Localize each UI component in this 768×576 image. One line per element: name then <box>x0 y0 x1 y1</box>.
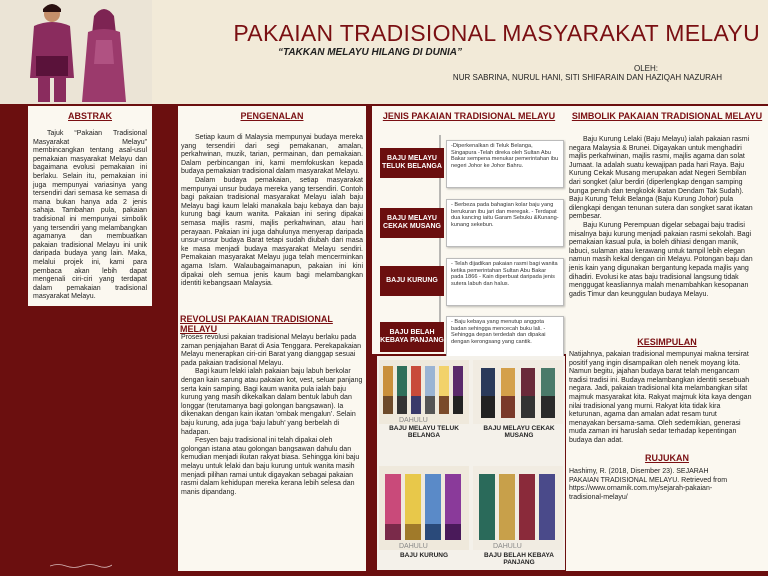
rujukan-title: RUJUKAN <box>644 453 689 463</box>
revolusi-body <box>181 334 363 497</box>
jenis-label-kebaya-panjang: BAJU BELAH KEBAYA PANJANG <box>380 322 444 352</box>
photo-baju-kurung <box>379 466 469 550</box>
poster-title: PAKAIAN TRADISIONAL MASYARAKAT MELAYU <box>233 20 760 46</box>
photo-cekak-musang <box>473 360 563 424</box>
pengenalan-title: PENGENALAN <box>240 111 304 121</box>
revolusi-title: REVOLUSI PAKAIAN TRADISIONAL MELAYU <box>180 314 333 334</box>
photo-gallery <box>377 356 565 570</box>
couple-photo <box>0 0 152 104</box>
abstrak-title: ABSTRAK <box>68 111 112 121</box>
jenis-desc-cekak-musang: - Berbeza pada bahagian kolar baju yang berukuran ibu jari dan meregak. - Terdapat dua kancing iaitu Garam Sebuku &Kunang-kunang sekebun. <box>446 199 564 247</box>
signature-scribble <box>50 563 112 568</box>
jenis-label-baju-kurung: BAJU KURUNG <box>380 266 444 296</box>
rujukan-body: Hashimy, R. (2018, Disember 23). SEJARAH PAKAIAN TRADISIONAL MELAYU. Retrieved from https://www.ornamik.com.my/sejarah-pakaian-tradisional-melayu/ <box>569 468 728 501</box>
simbolik-body <box>569 136 753 299</box>
by-label: OLEH: <box>633 64 658 73</box>
revolusi-paragraph-3: Fesyen baju tradisional ini telah dipakai oleh golongan istana atau golongan bangsawan dahulu dan kemudian menjadi ikutan rakyat biasa. Sehingga kini baju melayu untuk lelaki dan baju kurung untuk wanita masih menjadi pilihan ramai untuk digayakan sebagai pakaian rasmi dalam kehidupan mereka kerana lebih selesa dan manis dipandang. <box>181 437 360 496</box>
jenis-title: JENIS PAKAIAN TRADISIONAL MELAYU <box>382 111 556 121</box>
dahulu-watermark-2: DAHULU <box>399 543 428 550</box>
jenis-desc-teluk-belanga: -Diperkenalkan di Teluk Belanga, Singapura -Telah direka oleh Sultan Abu Bakar sempena menukar pemerintahan ibu negeri Johor ke Johor Bahru. <box>446 140 564 188</box>
poster-header <box>0 0 768 104</box>
jenis-label-cekak-musang: BAJU MELAYU CEKAK MUSANG <box>380 208 444 238</box>
jenis-desc-baju-kurung: - Telah dijadikan pakaian rasmi bagi wanita ketika pemerintahan Sultan Abu Bakar pada 1866 - Kain diperbuat daripada jenis sutera labuh dan halus. <box>446 258 564 306</box>
simbolik-paragraph-1: Baju Kurung Lelaki (Baju Melayu) ialah pakaian rasmi negara Malaysia & Brunei. Digayakan untuk menghadiri majlis perkahwinan, majlis rasmi, majlis agama dan solat Jumaat. Ia adalah suatu kewajipan pada hari Raya. Baju Kurung Cekak Musang merupakan adat Negeri Sembilan dari songket (alur berdiri (diperlengkap dengan samping bunga penuh dan tengkolok ikatan Dendam Tak Sudah). Baju Kurung Teluk Belanga (Baju Kurung Johor) pula dilengkapi dengan tenunan sutera dan songket sarat ikatan pembesar. <box>569 136 753 221</box>
kesimpulan-title: KESIMPULAN <box>637 337 697 347</box>
jenis-desc-kebaya-panjang: - Baju kebaya yang menutup anggota badan sehingga mencecah buku lali. - Sehingga depan terdedah dan dipakai dengan kerongsang yang cantik. <box>446 316 564 360</box>
caption-cekak-musang: BAJU MELAYU CEKAK MUSANG <box>483 425 555 439</box>
pengenalan-body <box>181 134 363 289</box>
revolusi-paragraph-1: Proses revolusi pakaian tradisional Melayu berlaku pada zaman penjajahan Barat di Asia Tenggara. Perekapakaian Melayu menerapkan ciri-ciri Barat yang dianggap sesuai pada pakaian tradisional Melayu. <box>181 334 362 367</box>
pengenalan-paragraph-2: Dalam budaya pemakaian, setiap masyarakat mempunyai unsur budaya mereka yang tersendiri. Contoh bagi pakaian tradisional masyarakat Melayu ialah baju Melayu bagi kaum lelaki manakala baju kebaya dan baju kurung bagi kaum wanita. Pakaian ini sering dipakai semasa majlis rasmi, majlis perkahwinan, atau hari perayaan. Pakaian ini juga dahulunya menyerap daripada unsur-unsur budaya Barat tetapi sudah diubah dari masa ke masa menjadi budaya masyarakat Melayu sendiri. Pemakaian masyarakat Melayu juga telah mencerminkan agama Islam. Walaubagaimanapun, pakaian ini kini dipakai oleh semua jenis kaum bagi melambangkan identiti kebangsaan Malaysia. <box>181 176 363 288</box>
simbolik-paragraph-2: Baju Kurung Perempuan digelar sebagai baju tradisi misalnya baju kurung menjadi pakaian rasmi sekolah. Bagi pemakaian kasual pula, ia boleh dihiasi dengan manik, labuci, sulaman atau kerawang untuk tampil lebih elegan namun masih kekal dengan ciri Melayu. Potongan baju dan jenis kain yang digunakan bergantung kepada majlis yang dihadiri. Evolusi ke atas baju tradisional langsung tidak menggugat keasliannya malah menambahkan kesopanan gadis Timur dan keunggulan budaya Melayu. <box>569 221 753 298</box>
photo-teluk-belanga <box>379 360 469 424</box>
right-panel <box>566 106 768 571</box>
dahulu-watermark-3: DAHULU <box>493 543 522 550</box>
dahulu-watermark: DAHULU <box>399 417 428 424</box>
authors: NUR SABRINA, NURUL HANI, SITI SHIFARAIN DAN HAZIQAH NAZURAH <box>452 73 722 82</box>
caption-teluk-belanga: BAJU MELAYU TELUK BELANGA <box>389 425 459 439</box>
abstrak-body: Tajuk “Pakaian Tradisional Masyarakat Melayu” membincangkan tentang asal-usul pemakaian masyarakat Melayu dan bagaimana evolusi pemakaian ini berlaku. Selain itu, pemakaian ini juga mempunyai variasinya yang tersendiri dari semasa ke semasa di mana bukan hanya ada 2 jenis sahaja. Tambahan pula, pakaian tradisional ini mempunyai simbolik yang tersendiri yang melambangkan agamanya dan membuatkan pakaian tradisional Melayu ini unik daripada budaya yang lain. Maka, melalui projek ini, kami para pembaca akan lebih dapat mengenali ciri-ciri yang terdapat dalam pemakaian tradisional masyarakat Melayu. <box>33 130 147 301</box>
jenis-label-teluk-belanga: BAJU MELAYU TELUK BELANGA <box>380 148 444 178</box>
poster-subtitle: “TAKKAN MELAYU HILANG DI DUNIA” <box>277 47 463 58</box>
abstrak-panel <box>28 106 152 306</box>
pengenalan-paragraph-1: Setiap kaum di Malaysia mempunyai budaya mereka yang tersendiri dari segi pemakanan, amalan, perkahwinan, muzik, tarian, permainan, dan pemakaian. Dalam perbincangan ini, kami memfokuskan kepada budaya pemakaian tradisional dalam masyarakat Melayu. <box>181 134 363 176</box>
revolusi-paragraph-2: Bagi kaum lelaki ialah pakaian baju labuh berkolar dengan kain sarung atau pakaian kot, vest, seluar panjang serta kain samping. Bagi kaum wanita pula ialah baju kurung yang masih dikekalkan dalam bentuk labuh dan longgar (terutamanya bagi golongan bangsawan). Ia dikenakan dengan kain ikatan ‘ombak mengalun’. Selain baju kurung, ada juga ‘baju labuh’ yang berbelah di hadapan. <box>181 368 363 436</box>
caption-kebaya-panjang: BAJU BELAH KEBAYA PANJANG <box>484 552 554 566</box>
caption-baju-kurung: BAJU KURUNG <box>399 552 449 559</box>
photo-kebaya-panjang <box>473 466 563 550</box>
kesimpulan-body: Natijahnya, pakaian tradisional mempunyai makna tersirat positif yang ingin disampaikan oleh nenek moyang kita. Namun begitu, jajahan budaya barat telah mengancam tradisi tradisi ini. Budaya melambangkan identiti sesebuah negara. Jadi, pakaian tradisional kita melambangkan sifat majmuk masyarakat kita. Rakyat majmuk kita kaya dengan nilai tradisional yang murni. Rakyat kita tidak kira keturunan, agama dan amalan adat resam turut menayakan bersama-sama. Oleh sedemikian, generasi muda zaman ini haruslah sedar terhadap kepentingan budaya dan adat. <box>569 351 752 444</box>
middle-panel <box>178 106 366 571</box>
simbolik-title: SIMBOLIK PAKAIAN TRADISIONAL MELAYU <box>571 111 763 121</box>
